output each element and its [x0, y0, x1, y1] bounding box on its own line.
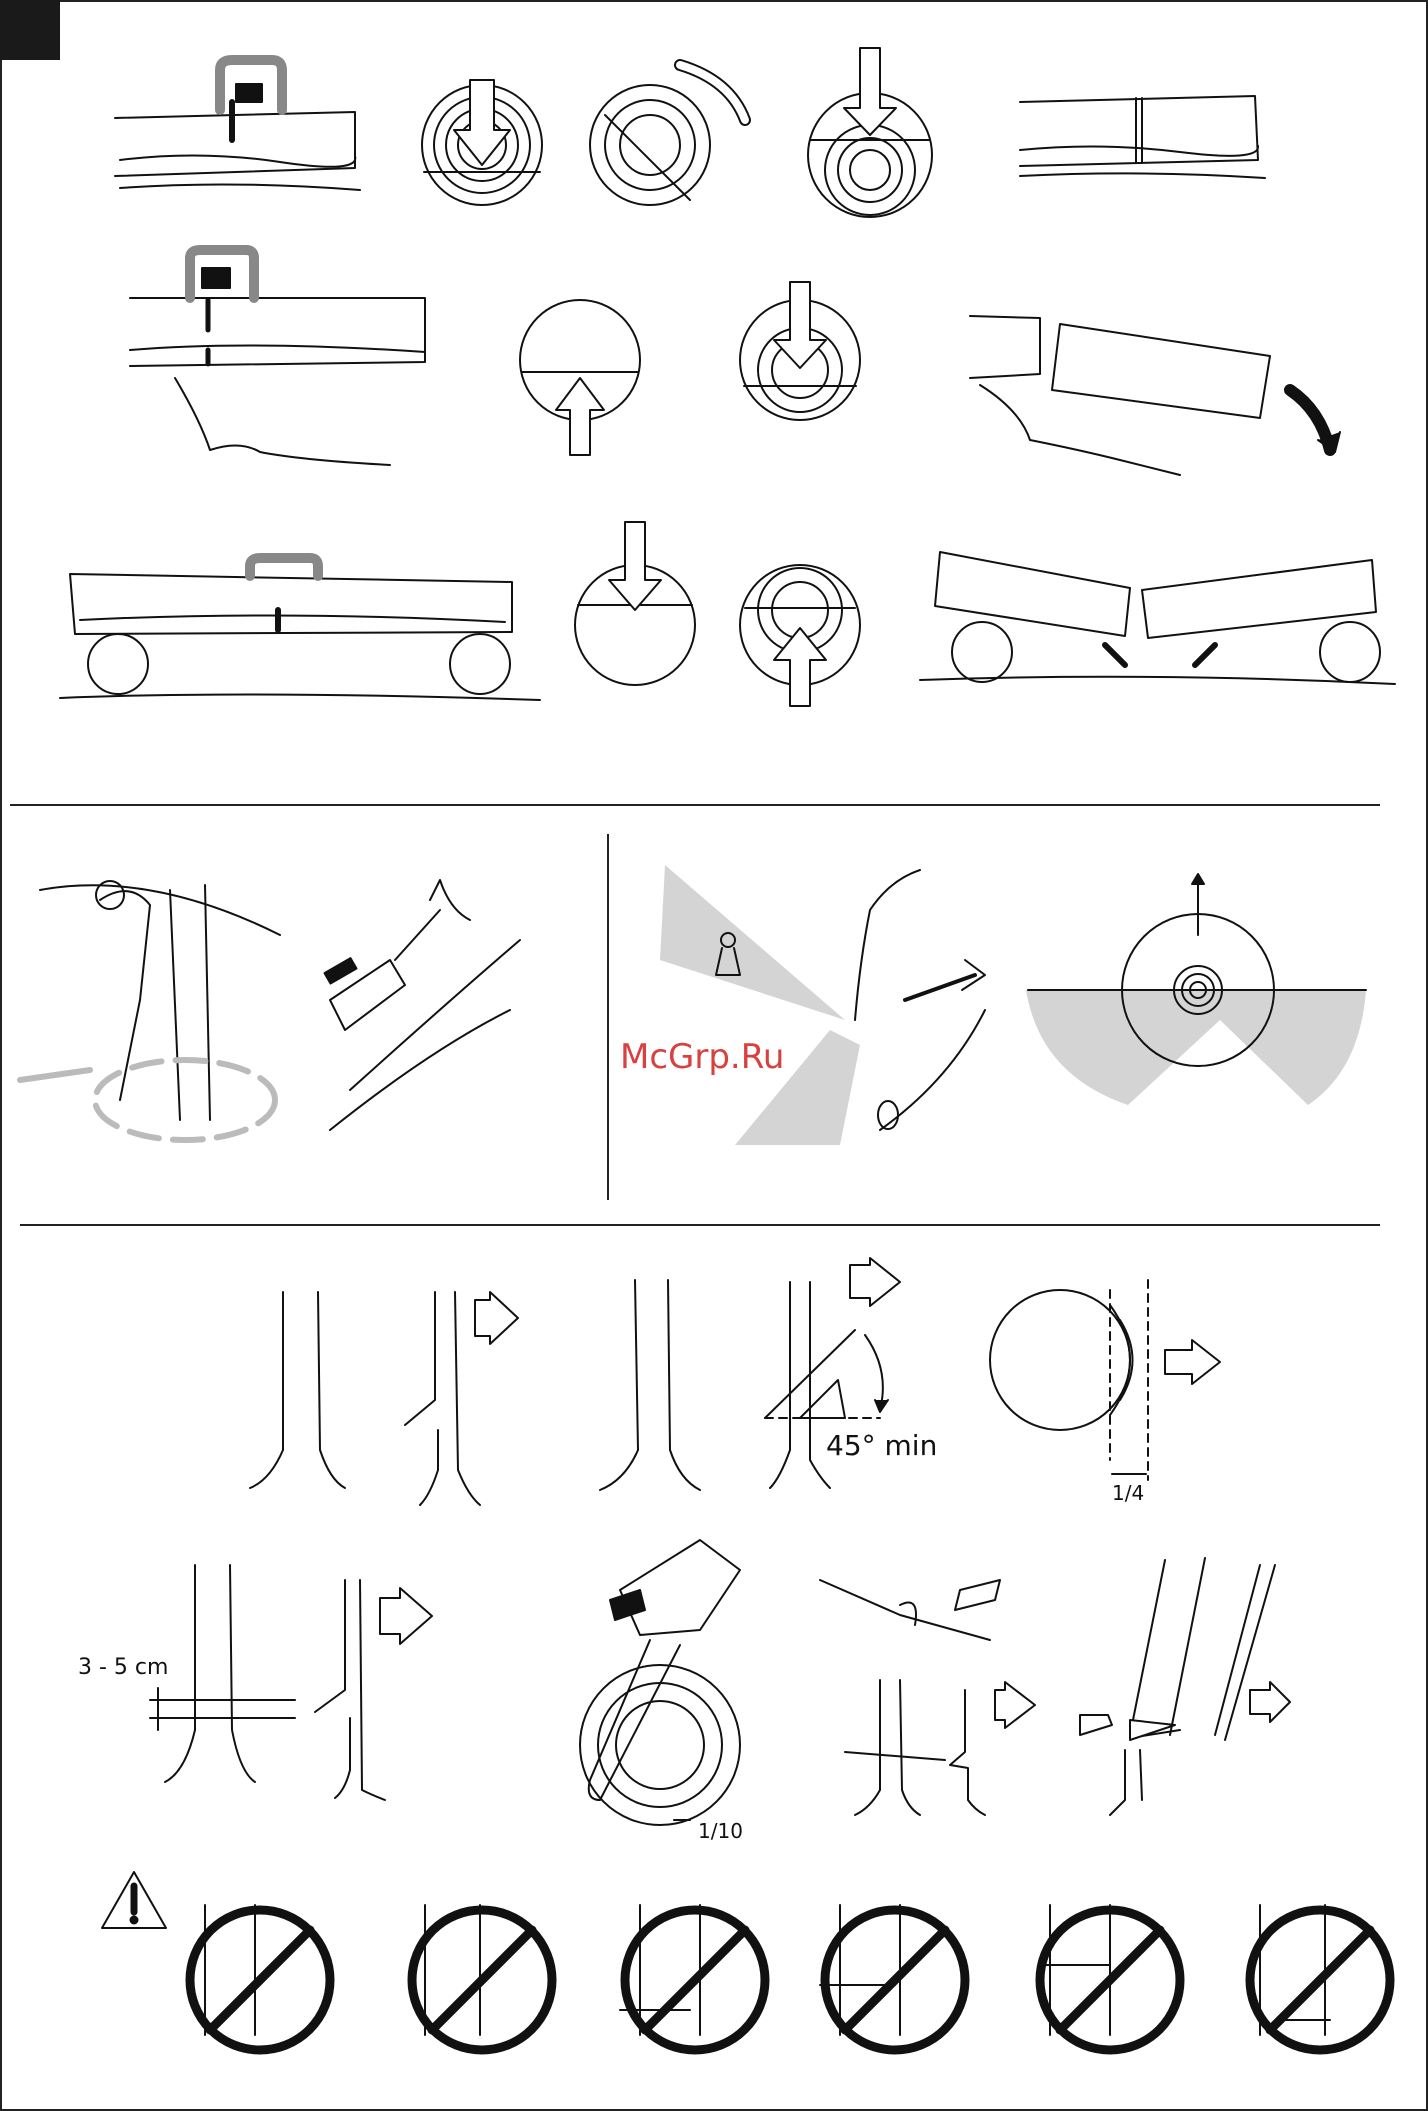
log-section-edge-down	[740, 282, 860, 420]
incorrect-cuts-section	[102, 1872, 1390, 2050]
log-section-cut-under	[808, 48, 932, 217]
hinge-height-illustration	[78, 1565, 295, 1782]
felling-direction-diagram	[1026, 874, 1366, 1105]
trunk-step-1	[250, 1292, 345, 1488]
saw-cutting-illustration	[325, 880, 520, 1130]
angle-label: 45° min	[826, 1429, 938, 1462]
trunk-step-4-angle	[765, 1258, 937, 1488]
danger-zone-illustration	[660, 865, 985, 1145]
log-cut-through	[1020, 96, 1265, 178]
log-edge-falling	[970, 316, 1340, 475]
tenth-label: 1/10	[698, 1819, 743, 1843]
trunk-top-view-quarter	[990, 1280, 1220, 1505]
hinge-height-label: 3 - 5 cm	[78, 1655, 169, 1680]
prohibited-icon	[820, 1905, 965, 2050]
log-ground-illustration	[115, 60, 360, 190]
saw-bore-illustration	[580, 1540, 743, 1843]
prohibited-icon	[1040, 1905, 1180, 2050]
log-section-edge-up	[520, 300, 640, 455]
warning-triangle-icon	[102, 1872, 166, 1928]
log-section-rotated	[590, 65, 745, 205]
wedge-lever-tools	[820, 1580, 1000, 1640]
log-section-support-down	[575, 522, 695, 685]
felling-area-section	[20, 865, 1366, 1145]
prohibited-icon	[412, 1905, 552, 2050]
back-cut-trunk	[845, 1680, 1035, 1815]
trunk-step-2	[405, 1292, 518, 1505]
log-supports-breaking	[920, 552, 1395, 684]
felling-cuts-section	[78, 1258, 1290, 1843]
log-supports-illustration	[60, 558, 540, 700]
prohibited-icon	[1250, 1905, 1390, 2050]
prohibited-icon	[620, 1905, 765, 2050]
watermark-text: McGrp.Ru	[620, 1037, 785, 1077]
operator-tree-illustration	[20, 881, 280, 1140]
log-section-cut-top	[422, 80, 542, 205]
bucking-section	[60, 48, 1395, 706]
log-edge-illustration	[130, 250, 425, 465]
falling-tree-wedge	[1080, 1558, 1290, 1815]
prohibited-icon	[190, 1905, 330, 2050]
trunk-step-3	[600, 1280, 700, 1490]
quarter-label: 1/4	[1112, 1481, 1145, 1505]
hinge-trunk-cut	[315, 1580, 432, 1800]
log-section-support-up	[740, 565, 860, 706]
